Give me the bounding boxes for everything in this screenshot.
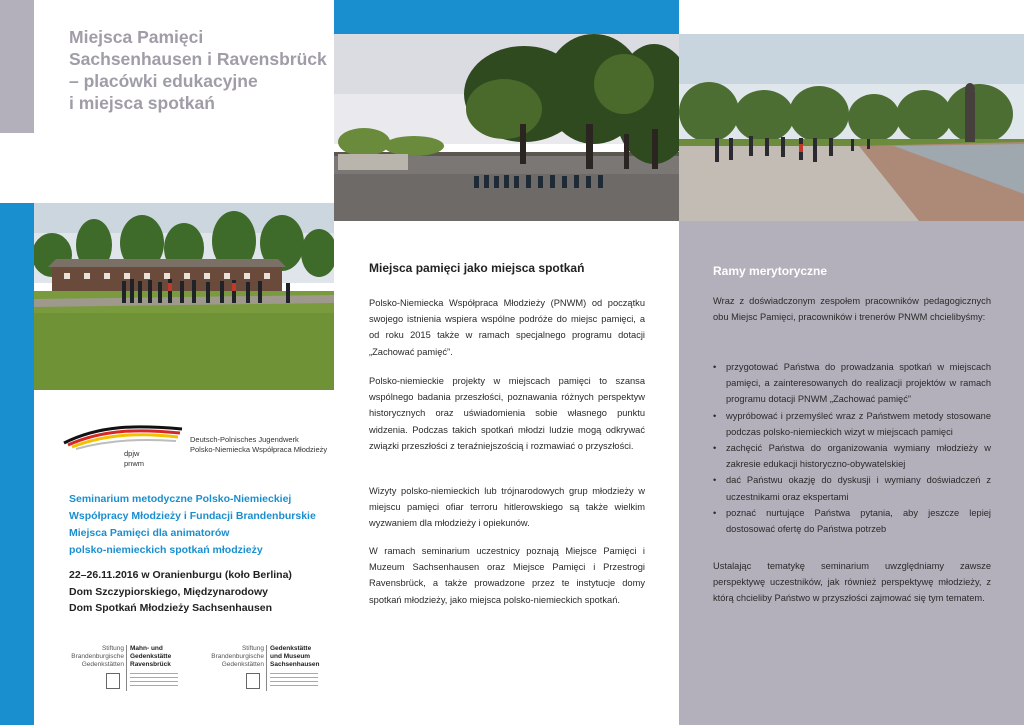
foundation-name-line: Gedenkstätten [221,661,264,668]
paragraph: Polsko-niemieckie projekty w miejscach pamięci to szansa wspólnego badania przeszłości, poznawania różnych perspektyw historycznych oraz uświadomienia sobie własnego punktu widzenia. Podczas takich spotkań młodzi ludzie mogą odkrywać związki przeszłości z teraźniejszością i rozmawiać o przyszłości. [369,376,645,451]
address-lines [270,673,318,689]
sachsenhausen-foundation-logo [206,645,326,697]
logo-abbr-dpjw: dpjw [124,449,140,458]
page-title [69,26,329,114]
framework-closing: Ustalając tematykę seminarium uwzględniamy zawsze perspektywę uczestników, jak również perspektywę młodzieży, z którą chcieliby Państwo w przyszłości zajmować się tym tematem. [713,561,991,604]
barracks-group-photo [34,203,334,390]
event-details [69,567,331,617]
title-line: Sachsenhausen i Ravensbrück [69,49,327,69]
blue-accent-bar-top [334,0,679,34]
foundation-name-line: Brandenburgische [71,653,124,660]
seminar-title-line: Miejsca Pamięci dla animatorów [69,527,230,539]
ravensbrueck-lake-memorial-photo [679,34,1024,221]
section-heading-memorial-sites: Miejsca pamięci jako miejsca spotkań [369,261,585,275]
event-venue: Dom Spotkań Młodzieży Sachsenhausen [69,602,273,614]
memorial-grounds-trees-photo [334,34,679,221]
foundation-name-line: Stiftung [101,645,124,652]
event-venue: Dom Szczypiorskiego, Międzynarodowy [69,585,268,598]
framework-goals-list [713,359,991,537]
event-date-place: 22–26.11.2016 w Oranienburgu (koło Berlina) [69,569,292,581]
logo-abbr-pnwm: pnwm [124,459,145,468]
title-line: i miejsca spotkań [69,93,215,113]
list-item: • poznać nurtujące Państwa pytania, aby jeszcze lepiej dostosować ofertę do Państwa potrzeb [713,505,991,537]
coat-of-arms-icon [106,673,120,689]
memorial-name-line: Mahn- und [130,645,163,652]
section-heading-framework: Ramy merytoryczne [713,264,828,278]
memorial-name-line: Gedenkstätte [130,653,172,660]
seminar-title-line: polsko-niemieckich spotkań młodzieży [69,544,263,556]
seminar-title [69,491,331,559]
list-item: • przygotować Państwa do prowadzania spotkań w miejscach pamięci, a zainteresowanych do realizacji projektów w ramach programu dotacji PNWM „Zachować pamięć” [713,359,991,408]
foundation-name-line: Stiftung [241,645,264,652]
paragraph: Wizyty polsko-niemieckich lub trójnarodowych grup młodzieży w miejscu pamięci ofiar terroru hitlerowskiego są także wielkim wyzwaniem dla młodzieży i opiekunów. [369,486,645,529]
memorial-name-line: Sachsenhausen [270,661,320,668]
seminar-title-line: Współpracy Młodzieży i Fundacji Brandenburskie [69,510,316,522]
seminar-title-line: Seminarium metodyczne Polsko-Niemieckiej [69,493,292,505]
ravensbrueck-foundation-logo [66,645,186,697]
title-line: Miejsca Pamięci [69,27,204,47]
pnwm-logo [60,415,330,468]
foundation-name-line: Brandenburgische [211,653,264,660]
address-lines [130,673,178,689]
paragraph: W ramach seminarium uczestnicy poznają Miejsce Pamięci i Muzeum Sachsenhausen oraz Miejsce Pamięci i Przestrogi Ravensbrück, a także prowadzone przez te instytucje domy spotkań młodzieży, jako miejsca polsko-niemieckich spotkań. [369,546,645,605]
framework-intro: Wraz z doświadczonym zespołem pracowników pedagogicznych obu Miejsc Pamięci, pracowników i trenerów PNWM chcielibyśmy: [713,296,991,323]
title-line: – placówki edukacyjne [69,71,258,91]
logo-name-pl: Polsko-Niemiecka Współpraca Młodzieży [190,445,328,454]
list-item: • wypróbować i przemyśleć wraz z Państwem metody stosowane podczas polsko-niemieckich wizyt w miejscach pamięci [713,408,991,440]
grey-accent-bar [0,0,34,133]
blue-accent-bar-left [0,203,34,725]
memorial-name-line: Gedenkstätte [270,645,312,652]
foundation-name-line: Gedenkstätten [81,661,124,668]
paragraph: Polsko-Niemiecka Współpraca Młodzieży (PNWM) od początku swojego istnienia wspiera wspólne podróże do miejsc pamięci, a od roku 2015 także w ramach specjalnego programu dotacji „Zachować pamięć”. [369,298,645,357]
list-item: • zachęcić Państwa do organizowania wymiany młodzieży w zakresie edukacji historyczno-obywatelskiej [713,440,991,472]
memorial-name-line: Ravensbrück [130,661,171,668]
memorial-name-line: und Museum [270,653,311,660]
flag-swoosh-icon [60,419,186,453]
logo-name-de: Deutsch-Polnisches Jugendwerk [190,435,299,444]
list-item: • dać Państwu okazję do dyskusji i wymiany doświadczeń z uczestnikami oraz ekspertami [713,472,991,504]
coat-of-arms-icon [246,673,260,689]
